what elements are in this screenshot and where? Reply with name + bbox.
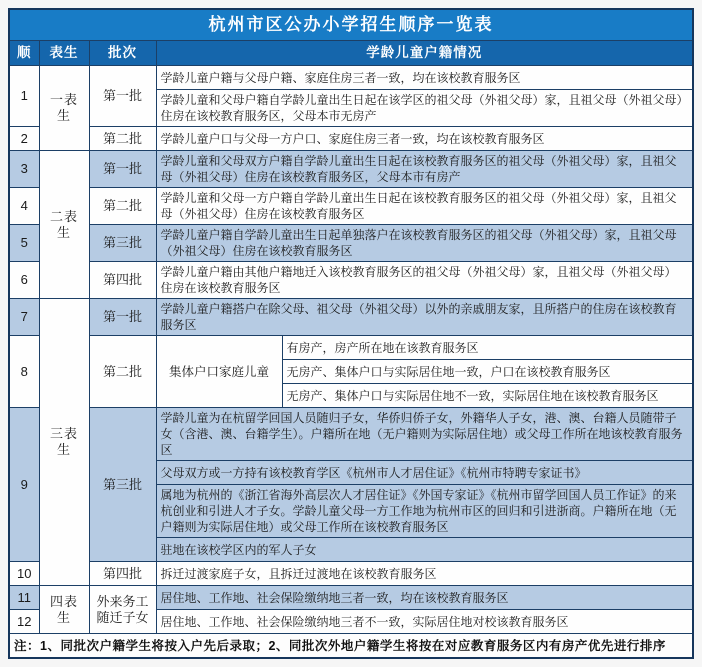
order-cell: 6 [9,262,39,299]
order-cell: 7 [9,299,39,336]
situation-cell: 父母双方或一方持有该校教育学区《杭州市人才居住证》《杭州市特聘专家证书》 [156,461,693,485]
batch-cell: 第三批 [89,408,156,562]
situation-cell: 学龄儿童户口与父母一方户口、家庭住房三者一致，均在该校教育服务区 [156,127,693,151]
situation-cell: 居住地、工作地、社会保险缴纳地三者不一致，实际居住地对校该教育服务区 [156,610,693,634]
order-cell: 3 [9,151,39,188]
category-cell: 四表生 [39,586,89,634]
order-cell: 9 [9,408,39,562]
situation-cell: 学龄儿童和父母一方户籍自学龄儿童出生日起在该校教育服务区的祖父母（外祖父母）家，且祖父母（外祖父母）住房在该校教育服务区 [156,188,693,225]
situation-cell: 属地为杭州的《浙江省海外高层次人才居住证》《外国专家证》《杭州市留学回国人员工作证》的来杭创业和引进人才子女。学龄儿童父母一方工作地为杭州市区的回归和引进浙商。户籍所在地（无户籍则为实际居住地）或父母工作所在该校教育服务区 [156,485,693,538]
batch-cell: 第二批 [89,127,156,151]
order-cell: 4 [9,188,39,225]
col-header-category: 表生 [39,41,89,66]
footnote: 注：1、同批次户籍学生将按入户先后录取；2、同批次外地户籍学生将按在对应教育服务区内有房产优先进行排序 [9,634,693,659]
order-cell: 12 [9,610,39,634]
batch-cell: 第三批 [89,225,156,262]
batch-cell: 第一批 [89,66,156,127]
order-cell: 11 [9,586,39,610]
situation-cell: 学龄儿童为在杭留学回国人员随归子女，华侨归侨子女，外籍华人子女，港、澳、台籍人员随带子女（含港、澳、台籍学生）。户籍所在地（无户籍则为实际居住地）或父母工作所在地该校教育服务区 [156,408,693,461]
batch-cell: 第二批 [89,188,156,225]
batch-cell: 第四批 [89,562,156,586]
situation-cell: 无房产、集体户口与实际居住地不一致，实际居住地在该校教育服务区 [282,384,693,408]
order-cell: 10 [9,562,39,586]
group-cell: 集体户口家庭儿童 [156,336,282,408]
situation-cell: 学龄儿童户籍自学龄儿童出生日起单独落户在该校教育服务区的祖父母（外祖父母）家，且祖父母（外祖父母）住房在该校教育服务区 [156,225,693,262]
col-header-order: 顺 [9,41,39,66]
col-header-situation: 学龄儿童户籍情况 [156,41,693,66]
col-header-batch: 批次 [89,41,156,66]
category-cell: 一表生 [39,66,89,151]
situation-cell: 学龄儿童户籍由其他户籍地迁入该校教育服务区的祖父母（外祖父母）家，且祖父母（外祖父母）住房在该校教育服务区 [156,262,693,299]
table-title: 杭州市区公办小学招生顺序一览表 [9,9,693,41]
order-cell: 1 [9,66,39,127]
batch-cell: 外来务工随迁子女 [89,586,156,634]
situation-cell: 学龄儿童和父母双方户籍自学龄儿童出生日起在该校教育服务区的祖父母（外祖父母）家，且祖父母（外祖父母）住房在该校教育服务区，父母本市有房产 [156,151,693,188]
order-cell: 2 [9,127,39,151]
batch-cell: 第一批 [89,151,156,188]
category-cell: 三表生 [39,299,89,586]
batch-cell: 第一批 [89,299,156,336]
category-cell: 二表生 [39,151,89,299]
situation-cell: 学龄儿童和父母户籍自学龄儿童出生日起在该学区的祖父母（外祖父母）家，且祖父母（外祖父母）住房在该校教育服务区，父母本市无房产 [156,90,693,127]
order-cell: 8 [9,336,39,408]
admission-order-table [8,8,694,659]
batch-cell: 第四批 [89,262,156,299]
situation-cell: 居住地、工作地、社会保险缴纳地三者一致，均在该校教育服务区 [156,586,693,610]
situation-cell: 学龄儿童户籍搭户在除父母、祖父母（外祖父母）以外的亲戚朋友家，且所搭户的住房在该校教育服务区 [156,299,693,336]
order-cell: 5 [9,225,39,262]
situation-cell: 无房产、集体户口与实际居住地一致，户口在该校教育服务区 [282,360,693,384]
batch-cell: 第二批 [89,336,156,408]
situation-cell: 拆迁过渡家庭子女，且拆迁过渡地在该校教育服务区 [156,562,693,586]
situation-cell: 有房产，房产所在地在该教育服务区 [282,336,693,360]
situation-cell: 驻地在该校学区内的军人子女 [156,538,693,562]
situation-cell: 学龄儿童户籍与父母户籍、家庭住房三者一致，均在该校教育服务区 [156,66,693,90]
